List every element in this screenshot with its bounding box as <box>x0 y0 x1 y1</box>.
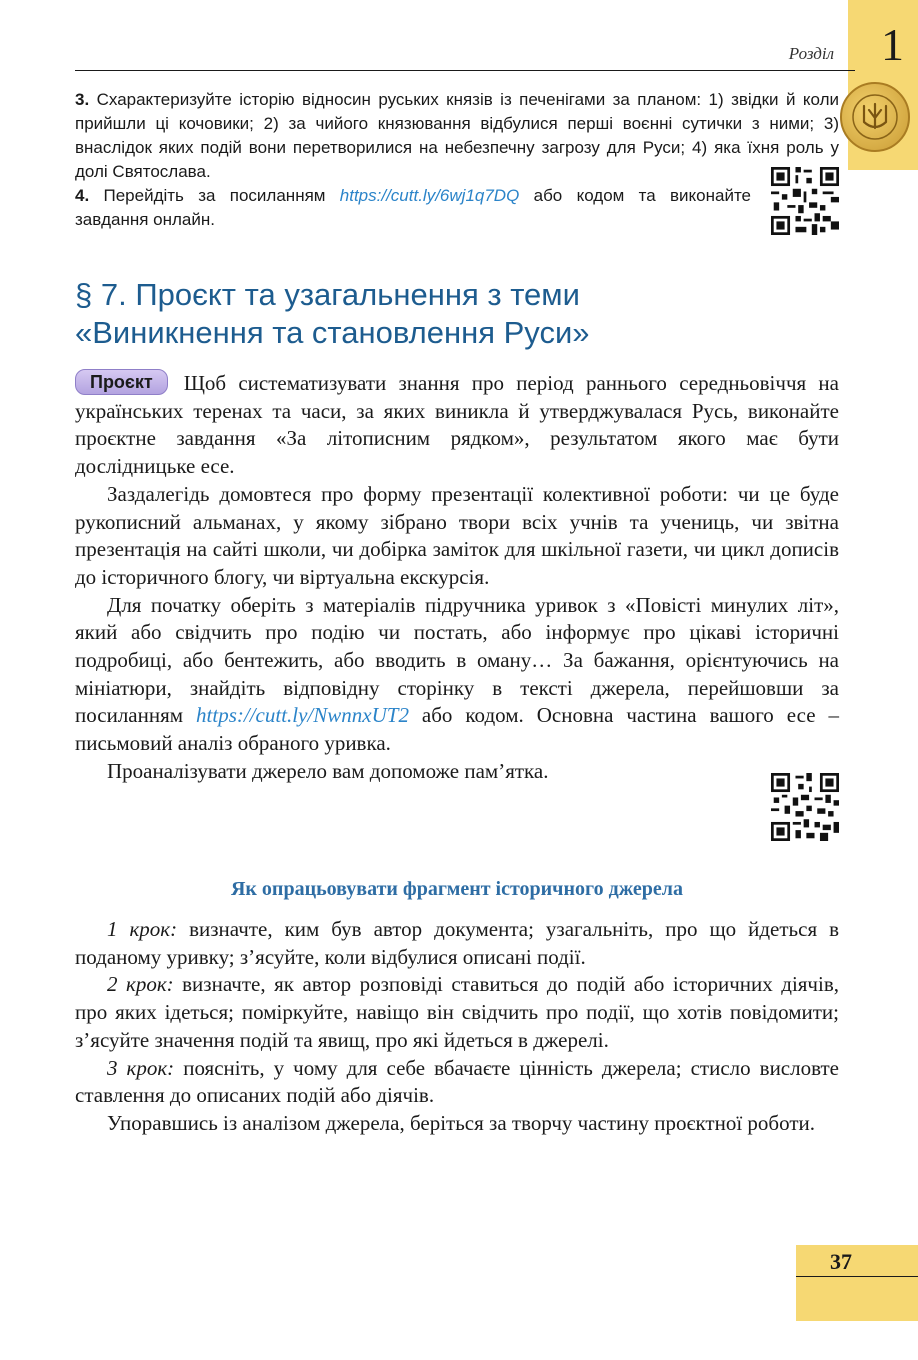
memo-steps <box>75 916 839 1138</box>
chapter-number: 1 <box>881 19 904 70</box>
review-tasks <box>75 88 839 232</box>
task-number: 4. <box>75 186 90 205</box>
chapter-label: Розділ <box>788 44 834 63</box>
qr-code-icon[interactable] <box>771 167 839 235</box>
paragraph: Проаналізувати джерело вам допоможе пам’ятка. <box>107 758 549 783</box>
task-text: Схарактеризуйте історію відносин руських князів із печенігами за планом: 1) звідки й коли прийшли ці кочовики; 2) за чийого князювання відбулися перші воєнні сутички з ними; 3) внаслідок яких подій вони перетворилися на небезпечну загрозу для Руси; 4) яка їхня роль у долі Святослава. <box>75 90 839 181</box>
paragraph: Заздалегідь домовтеся про форму презентації колективної роботи: чи це буде рукописний альманах, у якому зібрано твори всіх учнів та учениць, чи звітна презентація на сайті школи, чи добірка заміток для шкільної газети, чи цикл дописів до історичного блогу, чи віртуальна екскурсія. <box>75 481 839 589</box>
task-number: 3. <box>75 90 90 109</box>
header-divider <box>75 70 855 71</box>
step-2: 2 крок: визначте, як автор розповіді ставиться до подій або історичних діячів, про яких ідеться; поміркуйте, навіщо він свідчить про події, що хотів повідомити; з’ясуйте значення подій та явищ, про які йдеться в джерелі. <box>75 972 839 1052</box>
source-link[interactable]: https://cutt.ly/NwnnxUT2 <box>196 703 409 728</box>
step-label: 3 крок: <box>107 1055 175 1080</box>
qr-code-icon[interactable] <box>771 773 839 841</box>
step-1: 1 крок: визначте, ким був автор документа; узагальніть, про що йдеться в поданому уривку; з’ясуйте, коли відбулися описані події. <box>75 917 839 969</box>
section-heading: § 7. Проєкт та узагальнення з теми «Виникнення та становлення Руси» <box>75 277 590 350</box>
page-number: 37 <box>830 1249 852 1274</box>
step-label: 2 крок: <box>107 972 174 997</box>
footer-divider <box>796 1276 918 1277</box>
step-3: 3 крок: поясніть, у чому для себе вбачаєте цінність джерела; стисло висловте ставлення до описаних подій або діячів. <box>75 1055 839 1108</box>
step-label: 1 крок: <box>107 917 178 941</box>
paragraph: Проєкт Щоб систематизувати знання про період раннього середньовіччя на українських теренах та часи, за яких виникла й утверджувалася Русь, виконайте проєктне завдання «За літописним рядком», результатом якого має бути дослідницьке есе. <box>75 371 839 479</box>
page-number-tab <box>796 1245 918 1321</box>
project-text <box>75 369 839 786</box>
paragraph: Для початку оберіть з матеріалів підручника уривок з «Повісті минулих літ», який або свідчить про подію чи постать, або інформує про цікаві історичні подробиці, або бентежить, або вводить в оману… За бажання, орієнтуючись на мініатюри, знайдіть відповідну сторінку в тексті джерела, перейшовши за посиланням https://cutt.ly/NwnnxUT2 або кодом. Основна частина вашого есе – письмовий аналіз обраного уривка. <box>75 592 840 756</box>
task-link[interactable]: https://cutt.ly/6wj1q7DQ <box>339 186 520 205</box>
project-badge: Проєкт <box>75 369 168 395</box>
task-4: 4. Перейдіть за посиланням https://cutt.ly/6wj1q7DQ або кодом та виконайте завдання онлайн. <box>75 186 751 229</box>
memo-title: Як опрацьовувати фрагмент історичного джерела <box>230 878 684 900</box>
task-3 <box>75 88 839 184</box>
closing-paragraph: Упоравшись із аналізом джерела, беріться за творчу частину проєктної роботи. <box>107 1110 815 1135</box>
coin-emblem-icon <box>840 82 910 152</box>
